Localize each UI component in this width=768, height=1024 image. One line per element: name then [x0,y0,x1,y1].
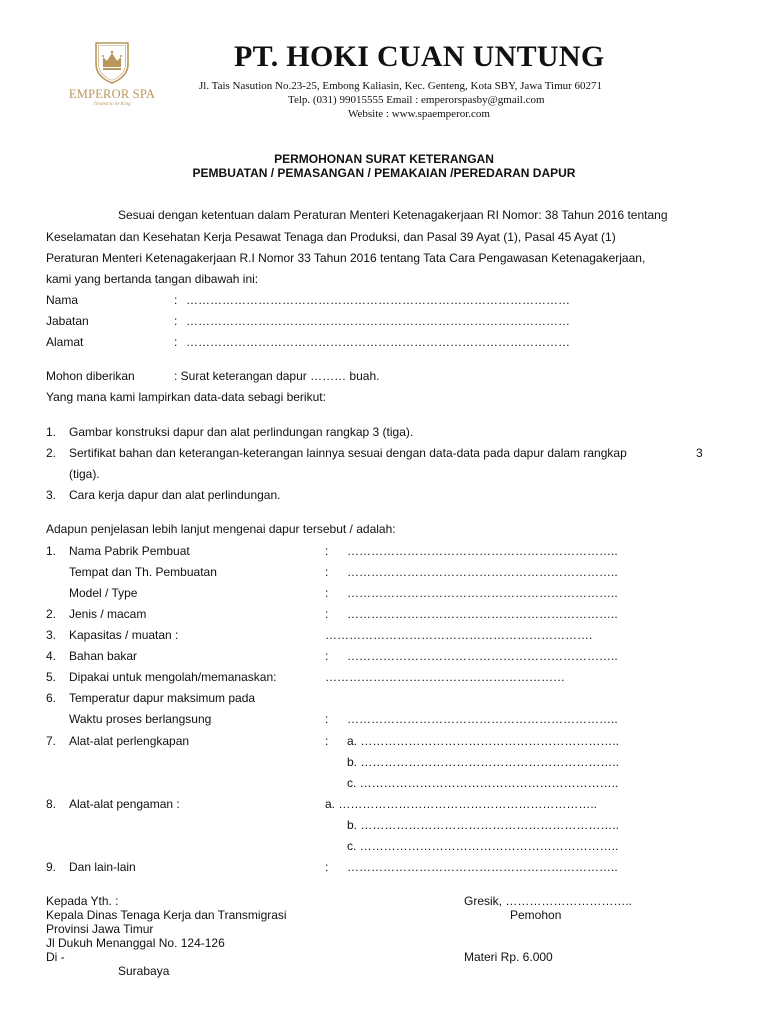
attachment-number: 2. [46,446,57,460]
detail-label-pengaman: Alat-alat pengaman : [69,797,180,811]
detail-number: 3. [46,628,57,642]
intro-line-4: kami yang bertanda tangan dibawah ini: [46,272,259,286]
detail-value-pengaman-b[interactable]: b. ……………………………………………………….. [347,818,620,832]
company-name: PT. HOKI CUAN UNTUNG [234,40,605,73]
applicant-label: Pemohon [510,908,562,922]
recipient-to: Kepada Yth. : [46,894,119,908]
detail-number: 4. [46,649,57,663]
request-value[interactable]: : Surat keterangan dapur ……… buah. [174,369,380,383]
attachment-item-2-copies: 3 [696,446,703,460]
detail-value-pabrik[interactable]: ………………………………………………………….. [347,544,618,558]
field-colon: : [174,335,178,349]
document-subtitle: PEMBUATAN / PEMASANGAN / PEMAKAIAN /PEREDARAN DAPUR [192,166,576,180]
request-label: Mohon diberikan [46,369,135,383]
recipient-province: Provinsi Jawa Timur [46,922,154,936]
detail-value-perlengkapan-c[interactable]: c. ……………………………………………………….. [347,776,619,790]
detail-value-waktu[interactable]: ………………………………………………………….. [347,712,618,726]
detail-number: 6. [46,691,57,705]
crown-shield-icon [92,40,132,84]
field-alamat-value[interactable]: …………………………………………………………………………………… [186,335,570,349]
logo-brand-text: EMPEROR SPA [68,87,156,101]
detail-number: 7. [46,734,57,748]
attachment-item-1: Gambar konstruksi dapur dan alat perlindungan rangkap 3 (tiga). [69,425,414,439]
detail-value-pengaman-a[interactable]: a. ……………………………………………………….. [325,797,598,811]
detail-number: 5. [46,670,57,684]
detail-label-temperatur: Temperatur dapur maksimum pada [69,691,256,705]
detail-value-model[interactable]: ………………………………………………………….. [347,586,618,600]
recipient-city: Surabaya [118,964,170,978]
detail-label-perlengkapan: Alat-alat perlengkapan [69,734,190,748]
detail-colon: : [325,607,329,621]
detail-label-bahan-bakar: Bahan bakar [69,649,138,663]
detail-value-pengaman-c[interactable]: c. ……………………………………………………….. [347,839,619,853]
recipient-street: Jl Dukuh Menanggal No. 124-126 [46,936,225,950]
detail-colon: : [325,565,329,579]
stamp-duty-label: Materi Rp. 6.000 [464,950,553,964]
company-address: Jl. Tais Nasution No.23-25, Embong Kaliasin, Kec. Genteng, Kota SBY, Jawa Timur 60271 [199,80,603,92]
detail-value-jenis[interactable]: ………………………………………………………….. [347,607,618,621]
detail-number: 1. [46,544,57,558]
field-jabatan-value[interactable]: …………………………………………………………………………………… [186,314,570,328]
attachments-intro: Yang mana kami lampirkan data-data sebagi berikut: [46,390,326,404]
detail-label-jenis: Jenis / macam [69,607,147,621]
detail-label-tempat: Tempat dan Th. Pembuatan [69,565,217,579]
detail-value-bahan-bakar[interactable]: ………………………………………………………….. [347,649,618,663]
field-label-jabatan: Jabatan [46,314,89,328]
company-logo [62,40,162,112]
field-colon: : [174,293,178,307]
intro-line-3: Peraturan Menteri Ketenagakerjaan R.I Nomor 33 Tahun 2016 tentang Tata Cara Pengawasan Ketenagakerjaan, [46,251,646,265]
attachment-item-2: Sertifikat bahan dan keterangan-keterangan lainnya sesuai dengan data-data pada dapur dalam rangkap [69,446,627,460]
detail-colon: : [325,586,329,600]
company-website: Website : www.spaemperor.com [348,108,490,120]
document-title: PERMOHONAN SURAT KETERANGAN [274,152,494,166]
detail-number: 9. [46,860,57,874]
detail-label-model: Model / Type [69,586,138,600]
detail-number: 2. [46,607,57,621]
detail-label-lain-lain: Dan lain-lain [69,860,136,874]
detail-value-tempat[interactable]: ………………………………………………………….. [347,565,618,579]
detail-colon: : [325,734,329,748]
detail-value-lain-lain[interactable]: ………………………………………………………….. [347,860,618,874]
detail-label-waktu: Waktu proses berlangsung [69,712,212,726]
attachment-number: 1. [46,425,57,439]
detail-value-perlengkapan-b[interactable]: b. ……………………………………………………….. [347,755,620,769]
detail-colon: : [325,860,329,874]
field-nama-value[interactable]: …………………………………………………………………………………… [186,293,570,307]
intro-line-1: Sesuai dengan ketentuan dalam Peraturan Menteri Ketenagakerjaan RI Nomor: 38 Tahun 2016 tentang [118,208,668,222]
recipient-di: Di - [46,950,65,964]
detail-label-pabrik: Nama Pabrik Pembuat [69,544,190,558]
recipient-dept: Kepala Dinas Tenaga Kerja dan Transmigrasi [46,908,287,922]
detail-value-kapasitas[interactable]: …………………………………………………………. [325,628,593,642]
logo-tagline: Treated to be King [93,102,131,107]
attachment-item-2-continued: (tiga). [69,467,100,481]
detail-label-kapasitas: Kapasitas / muatan : [69,628,179,642]
intro-line-2: Keselamatan dan Kesehatan Kerja Pesawat Tenaga dan Produksi, dan Pasal 39 Ayat (1), Pasal 45 Ayat (1) [46,230,616,244]
attachment-number: 3. [46,488,57,502]
detail-label-dipakai: Dipakai untuk mengolah/memanaskan: [69,670,277,684]
details-intro: Adapun penjelasan lebih lanjut mengenai dapur tersebut / adalah: [46,522,396,536]
field-colon: : [174,314,178,328]
attachment-item-3: Cara kerja dapur dan alat perlindungan. [69,488,281,502]
detail-colon: : [325,649,329,663]
field-label-nama: Nama [46,293,79,307]
detail-colon: : [325,712,329,726]
detail-value-perlengkapan-a[interactable]: a. ……………………………………………………….. [347,734,620,748]
detail-number: 8. [46,797,57,811]
detail-value-dipakai[interactable]: …………………………………………………… [325,670,565,684]
place-date[interactable]: Gresik, ………………………….. [464,894,633,908]
field-label-alamat: Alamat [46,335,84,349]
company-contact: Telp. (031) 99015555 Email : emperorspasby@gmail.com [288,94,545,106]
detail-colon: : [325,544,329,558]
